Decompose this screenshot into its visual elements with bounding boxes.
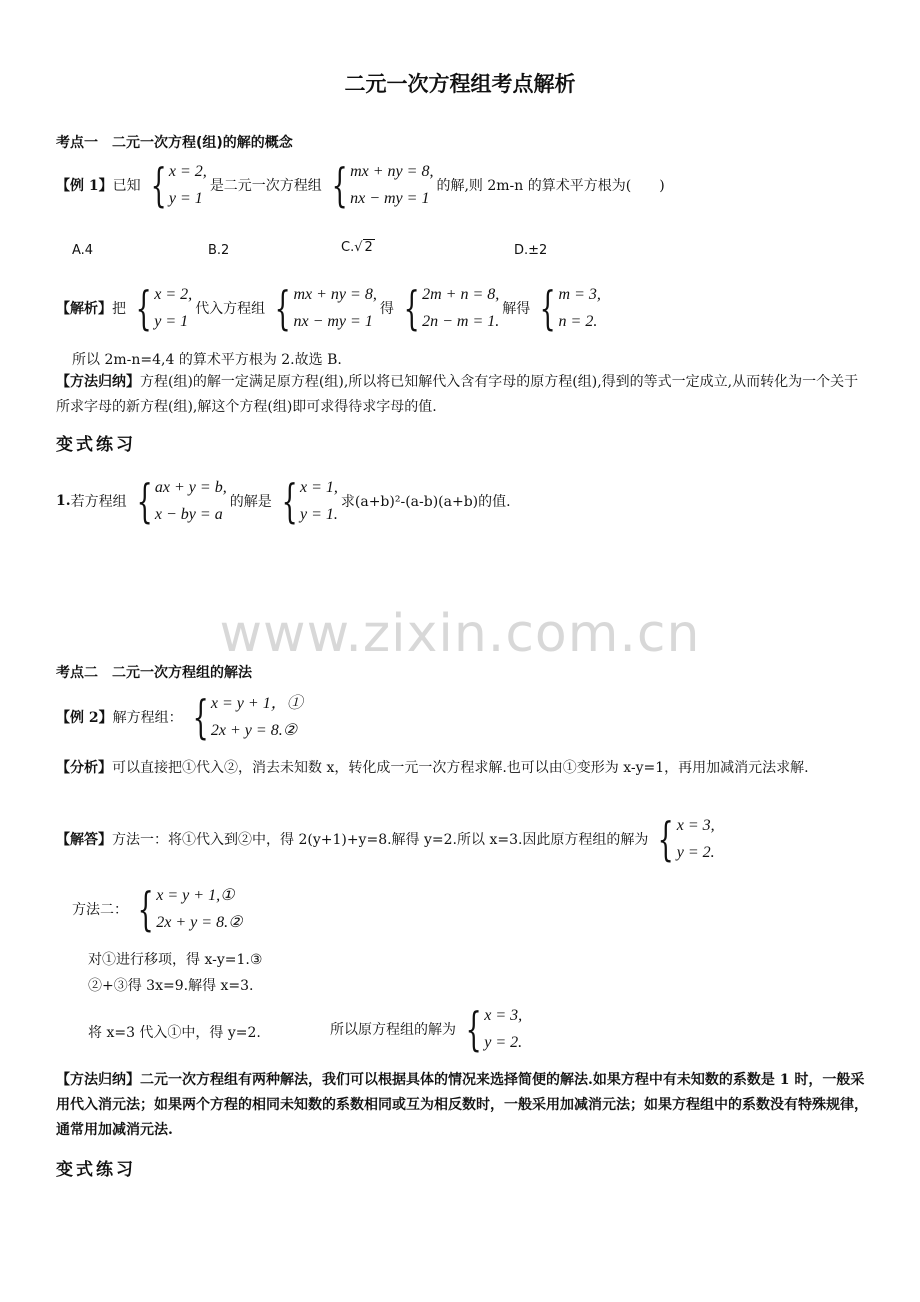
- brace-icon: {: [403, 281, 420, 335]
- analysis-1-text-1: 把: [112, 301, 126, 317]
- equation-line: 2m + n = 8,: [422, 286, 500, 303]
- method-2-result: [330, 1002, 525, 1056]
- method-summary-1-text: 方程(组)的解一定满足原方程(组),所以将已知解代入含有字母的原方程(组),得到的等式一定成立,从而转化为一个关于所求字母的新方程(组),解这个方程(组)即可求得待求字母的值.: [56, 374, 859, 415]
- analysis-1-text-4: 解得: [502, 301, 531, 317]
- equation-line: x − by = a: [154, 506, 223, 523]
- section-heading-1: 考点一 二元一次方程(组)的解的概念: [56, 135, 293, 151]
- practice-1-text-1: 若方程组: [70, 494, 127, 510]
- equation-line: x = 2,: [168, 163, 207, 180]
- equation-line: y = 1: [154, 313, 189, 330]
- equation-system: [533, 281, 601, 335]
- method-2-step-2: ②+③得 3x=9.解得 x=3.: [88, 978, 254, 994]
- practice-heading-2: 变式练习: [56, 1160, 136, 1180]
- equation-system: [651, 812, 714, 866]
- example-2-tag: 【例 2】: [56, 710, 113, 726]
- section-heading-2: 考点二 二元一次方程组的解法: [56, 665, 252, 681]
- method-2-label: 方法二：: [72, 902, 128, 918]
- equation-line: nx − my = 1: [350, 190, 430, 207]
- equation-line: nx − my = 1: [293, 313, 373, 330]
- analysis-2: [56, 756, 868, 781]
- analysis-1-text-2: 代入方程组: [195, 301, 266, 317]
- equation-line: 2x + y = 8.②: [156, 914, 243, 931]
- answer-2: [56, 812, 718, 866]
- equation-system: [186, 690, 303, 744]
- equation-line: ax + y = b,: [154, 479, 227, 496]
- method-2: [72, 882, 245, 936]
- method-summary-1: [56, 370, 868, 420]
- equation-line: mx + ny = 8,: [293, 286, 377, 303]
- equation-line: mx + ny = 8,: [350, 163, 434, 180]
- option-c: [341, 240, 375, 255]
- equation-line: 2n − m = 1.: [422, 313, 500, 330]
- equation-system: [325, 158, 434, 212]
- equation-line: n = 2.: [558, 313, 598, 330]
- practice-1-text-2: 的解是: [229, 494, 272, 510]
- equation-line: y = 2.: [676, 844, 715, 861]
- watermark: www.zixin.com.cn: [219, 604, 701, 664]
- equation-line: x = 3,: [484, 1007, 523, 1024]
- equation-line: x = y + 1,①: [156, 887, 235, 904]
- method-summary-2-text: 二元一次方程组有两种解法，我们可以根据具体的情况来选择简便的解法.如果方程中有未知数的系数是 1 时，一般采用代入消元法；如果两个方程的相同未知数的系数相同或互为相反数时，一般采用加减消元法；如果方程组中的系数没有特殊规律，通常用加减消元法.: [56, 1072, 868, 1138]
- practice-1-num: 1.: [56, 493, 71, 509]
- brace-icon: {: [137, 882, 154, 936]
- example-1-tag: 【例 1】: [56, 178, 113, 194]
- practice-heading-1: 变式练习: [56, 435, 136, 455]
- analysis-1-text-3: 得: [379, 301, 394, 317]
- equation-line: y = 1.: [299, 506, 338, 523]
- example-1-text-3: 的解,则 2m-n 的算术平方根为( ): [436, 178, 665, 194]
- brace-icon: {: [658, 812, 675, 866]
- brace-icon: {: [135, 281, 152, 335]
- example-1: [56, 158, 665, 212]
- option-c-prefix: C.: [341, 240, 355, 255]
- example-2-text: 解方程组：: [112, 710, 183, 726]
- practice-1: [56, 474, 511, 528]
- brace-icon: {: [281, 474, 298, 528]
- example-1-text-2: 是二元一次方程组: [209, 178, 322, 194]
- option-a: A.4: [72, 243, 94, 258]
- conclusion-1: 所以 2m-n=4,4 的算术平方根为 2.故选 B.: [72, 352, 342, 368]
- equation-line: y = 2.: [484, 1034, 523, 1051]
- brace-icon: {: [274, 281, 291, 335]
- analysis-2-text: 可以直接把①代入②，消去未知数 x，转化成一元一次方程求解.也可以由①变形为 x-y=1，再用加减消元法求解.: [112, 760, 809, 776]
- analysis-1-tag: 【解析】: [56, 301, 112, 317]
- equation-line: y = 1: [168, 190, 203, 207]
- page-title: 二元一次方程组考点解析: [344, 72, 576, 96]
- equation-line: m = 3,: [558, 286, 601, 303]
- brace-icon: {: [465, 1002, 482, 1056]
- option-d: D.±2: [514, 243, 548, 258]
- method-2-step-4: 所以原方程组的解为: [330, 1022, 456, 1038]
- equation-system: [268, 281, 377, 335]
- equation-system: [144, 158, 207, 212]
- option-c-radicand: 2: [364, 240, 373, 255]
- example-2: [56, 690, 306, 744]
- brace-icon: {: [539, 281, 556, 335]
- equation-line: x = y + 1，①: [210, 695, 303, 712]
- practice-1-text-3: 求(a+b)²-(a-b)(a+b)的值.: [340, 494, 511, 510]
- equation-line: x = 3,: [676, 817, 715, 834]
- method-2-step-3: 将 x=3 代入①中，得 y=2.: [88, 1025, 261, 1041]
- equation-system: [129, 281, 192, 335]
- equation-system: [397, 281, 499, 335]
- example-1-text-1: 已知: [112, 178, 141, 194]
- method-summary-2: [56, 1068, 868, 1143]
- equation-line: 2x + y = 8.②: [210, 722, 298, 739]
- option-b: B.2: [208, 243, 230, 258]
- equation-system: [459, 1002, 522, 1056]
- equation-system: [130, 474, 227, 528]
- equation-system: [275, 474, 338, 528]
- brace-icon: {: [136, 474, 153, 528]
- brace-icon: {: [192, 690, 209, 744]
- answer-2-text: 方法一：将①代入到②中，得 2(y+1)+y=8.解得 y=2.所以 x=3.因此原方程组的解为: [112, 832, 649, 848]
- answer-2-tag: 【解答】: [56, 832, 112, 848]
- equation-system: [131, 882, 242, 936]
- method-summary-2-tag: 【方法归纳】: [56, 1072, 140, 1088]
- equation-line: x = 1,: [299, 479, 338, 496]
- method-summary-1-tag: 【方法归纳】: [56, 374, 140, 390]
- analysis-1: [56, 281, 604, 335]
- method-2-step-1: 对①进行移项，得 x-y=1.③: [88, 952, 263, 968]
- brace-icon: {: [331, 158, 348, 212]
- equation-line: x = 2,: [154, 286, 193, 303]
- brace-icon: {: [150, 158, 167, 212]
- analysis-2-tag: 【分析】: [56, 760, 112, 776]
- sqrt-icon: √ 2: [354, 240, 373, 255]
